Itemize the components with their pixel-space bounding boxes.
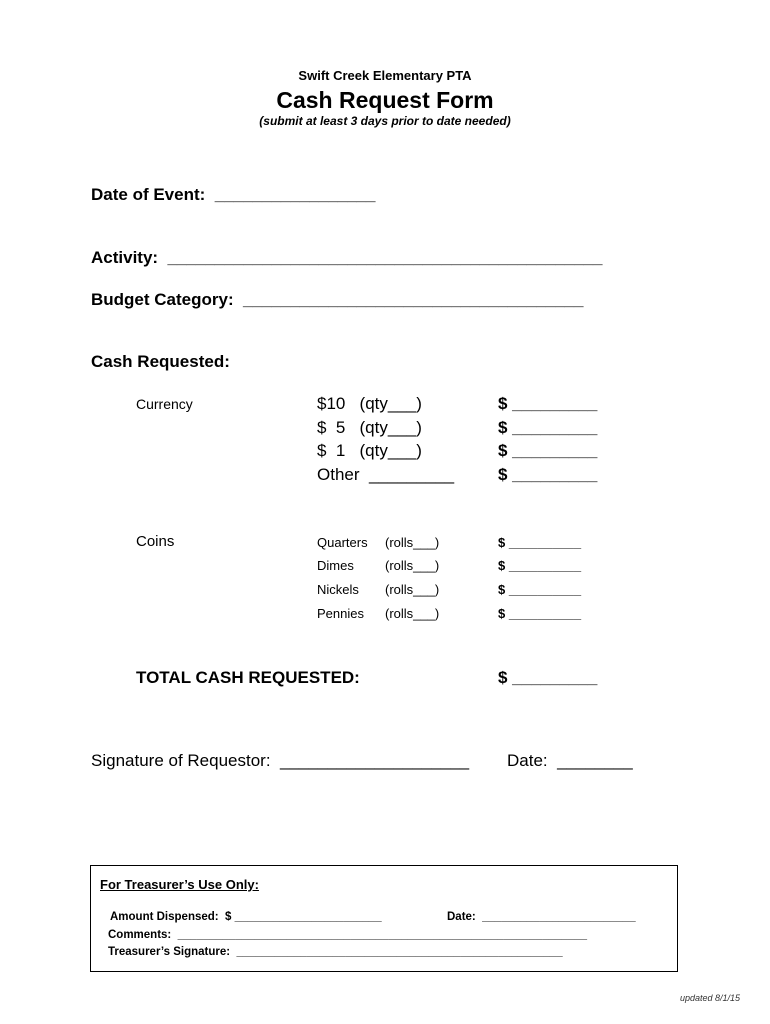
coin-rolls-nickels[interactable]: (rolls___) — [385, 582, 440, 597]
cash-requested-heading: Cash Requested: — [91, 352, 230, 371]
requestor-date-field[interactable]: Date: ________ — [507, 751, 633, 770]
coin-type-quarters: Quarters — [317, 535, 368, 550]
coin-amount-dimes[interactable]: $ __________ — [498, 558, 582, 573]
coin-type-nickels: Nickels — [317, 582, 359, 597]
coin-type-pennies: Pennies — [317, 606, 364, 621]
currency-amount-5[interactable]: $ _________ — [498, 418, 598, 437]
coin-rolls-quarters[interactable]: (rolls___) — [385, 535, 440, 550]
treasurer-signature-field[interactable]: Treasurer’s Signature: ___________________________________________________ — [108, 946, 563, 958]
activity-field[interactable]: Activity: ______________________________________________ — [91, 248, 603, 267]
coin-amount-pennies[interactable]: $ __________ — [498, 606, 582, 621]
form-subtitle: (submit at least 3 days prior to date needed) — [259, 114, 511, 128]
coin-amount-nickels[interactable]: $ __________ — [498, 582, 582, 597]
coin-type-dimes: Dimes — [317, 558, 354, 573]
coin-amount-quarters[interactable]: $ __________ — [498, 535, 582, 550]
date-of-event-field[interactable]: Date of Event: _________________ — [91, 185, 376, 204]
total-cash-label: TOTAL CASH REQUESTED: — [136, 668, 360, 687]
treasurer-date-field[interactable]: Date: ________________________ — [447, 911, 636, 923]
coin-rolls-dimes[interactable]: (rolls___) — [385, 558, 440, 573]
currency-amount-10[interactable]: $ _________ — [498, 394, 598, 413]
currency-label: Currency — [136, 396, 193, 412]
currency-denomination-10[interactable]: $10 (qty___) — [317, 394, 422, 413]
currency-denomination-other[interactable]: Other _________ — [317, 465, 455, 484]
coin-rolls-pennies[interactable]: (rolls___) — [385, 606, 440, 621]
updated-date: updated 8/1/15 — [680, 993, 741, 1003]
requestor-signature-field[interactable]: Signature of Requestor: ____________________ — [91, 751, 470, 770]
organization-name: Swift Creek Elementary PTA — [298, 68, 472, 83]
currency-amount-1[interactable]: $ _________ — [498, 441, 598, 460]
currency-denomination-1[interactable]: $ 1 (qty___) — [317, 441, 422, 460]
currency-denomination-5[interactable]: $ 5 (qty___) — [317, 418, 422, 437]
currency-amount-other[interactable]: $ _________ — [498, 465, 598, 484]
amount-dispensed-field[interactable]: Amount Dispensed: $ _______________________ — [110, 911, 382, 923]
coins-label: Coins — [136, 533, 175, 550]
form-title: Cash Request Form — [276, 87, 494, 113]
treasurer-heading: For Treasurer’s Use Only: — [100, 877, 259, 892]
budget-category-field[interactable]: Budget Category: ____________________________________ — [91, 290, 584, 309]
total-cash-amount[interactable]: $ _________ — [498, 668, 598, 687]
comments-field[interactable]: Comments: ________________________________________________________________ — [108, 929, 587, 941]
